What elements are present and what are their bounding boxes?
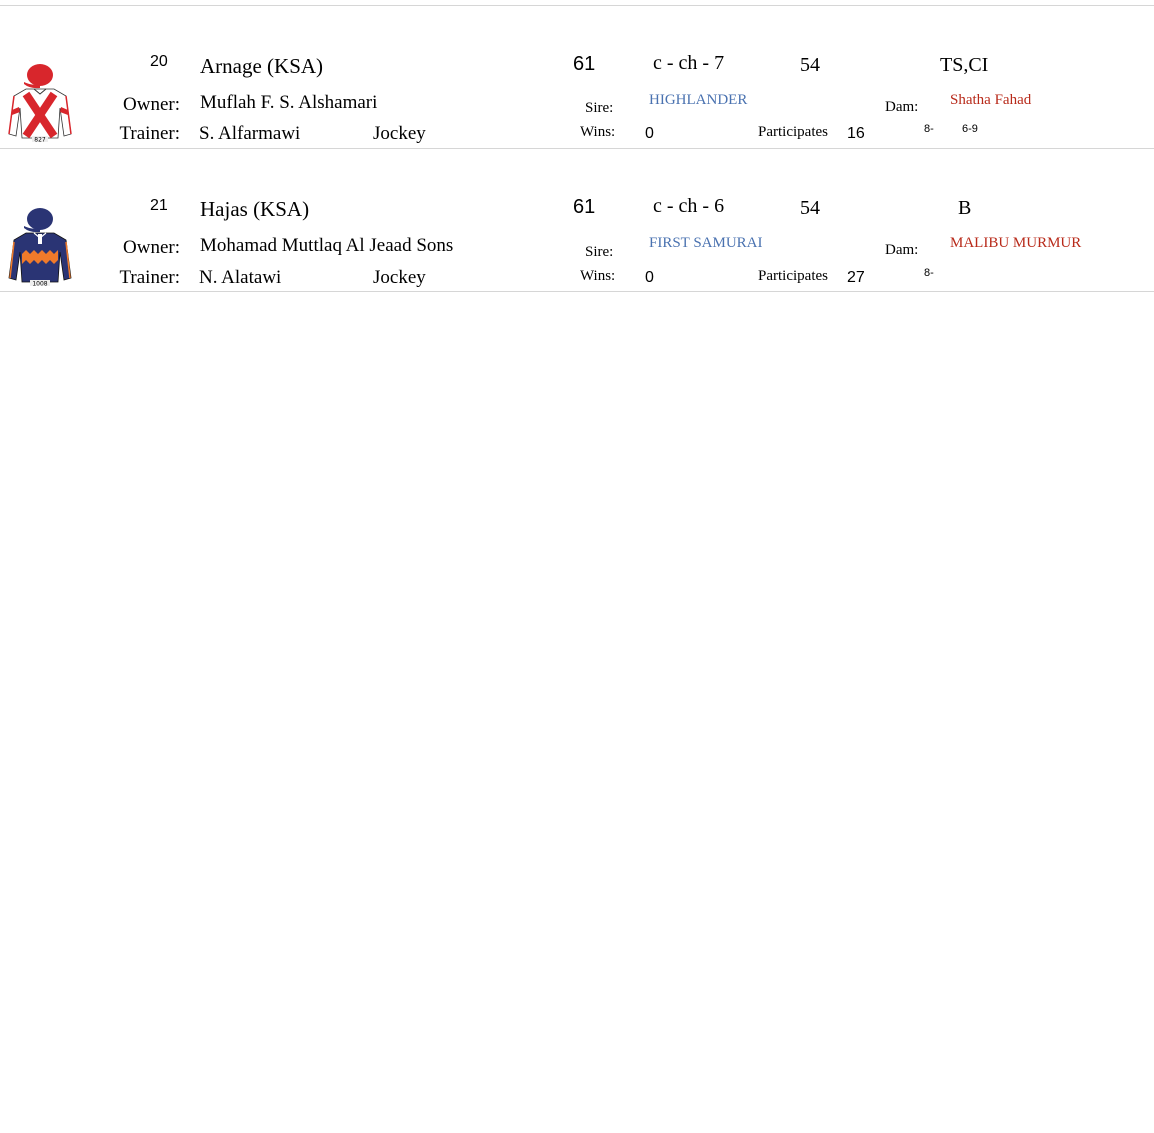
participates-count: 16 bbox=[847, 125, 865, 142]
rating: 61 bbox=[573, 196, 596, 218]
svg-text:1008: 1008 bbox=[32, 280, 48, 286]
dam-name[interactable]: MALIBU MURMUR bbox=[950, 235, 1082, 251]
dam-name[interactable]: Shatha Fahad bbox=[950, 92, 1032, 108]
weight: 54 bbox=[800, 54, 820, 76]
weight: 54 bbox=[800, 197, 820, 219]
jockey-label: Jockey bbox=[373, 267, 426, 288]
runner-row bbox=[0, 6, 1154, 149]
trainer-label: Trainer: bbox=[119, 267, 180, 288]
participates-label: Participates bbox=[758, 124, 828, 140]
horse-description: c - ch - 7 bbox=[653, 52, 725, 74]
equipment: B bbox=[958, 197, 972, 219]
row-divider bbox=[0, 291, 1154, 292]
sire-name[interactable]: HIGHLANDER bbox=[649, 92, 748, 108]
trainer-name: S. Alfarmawi bbox=[199, 123, 301, 144]
wins-count: 0 bbox=[645, 269, 654, 286]
participates-label: Participates bbox=[758, 268, 828, 284]
sire-label: Sire: bbox=[585, 244, 614, 260]
wins-count: 0 bbox=[645, 125, 654, 142]
horse-name[interactable]: Arnage (KSA) bbox=[200, 54, 324, 78]
runner-row bbox=[0, 149, 1154, 292]
form-start: 8- bbox=[924, 267, 934, 279]
wins-label: Wins: bbox=[580, 124, 616, 140]
sire-label: Sire: bbox=[585, 100, 614, 116]
dam-label: Dam: bbox=[885, 99, 919, 115]
jockey-label: Jockey bbox=[373, 123, 426, 144]
svg-text:827: 827 bbox=[34, 136, 46, 142]
owner-label: Owner: bbox=[123, 237, 180, 258]
horse-name[interactable]: Hajas (KSA) bbox=[200, 197, 310, 221]
owner-name: Muflah F. S. Alshamari bbox=[200, 92, 378, 113]
trainer-name: N. Alatawi bbox=[199, 267, 282, 288]
saddle-number: 21 bbox=[150, 197, 168, 214]
rating: 61 bbox=[573, 53, 596, 75]
form-start: 8- bbox=[924, 123, 934, 135]
trainer-label: Trainer: bbox=[119, 123, 180, 144]
dam-label: Dam: bbox=[885, 242, 919, 258]
saddle-number: 20 bbox=[150, 53, 168, 70]
owner-label: Owner: bbox=[123, 94, 180, 115]
form-recent: 6-9 bbox=[962, 123, 978, 135]
participates-count: 27 bbox=[847, 269, 865, 286]
sire-name[interactable]: FIRST SAMURAI bbox=[649, 235, 763, 251]
owner-name: Mohamad Muttlaq Al Jeaad Sons bbox=[200, 235, 454, 256]
wins-label: Wins: bbox=[580, 268, 616, 284]
horse-description: c - ch - 6 bbox=[653, 195, 725, 217]
equipment: TS,CI bbox=[940, 54, 989, 76]
